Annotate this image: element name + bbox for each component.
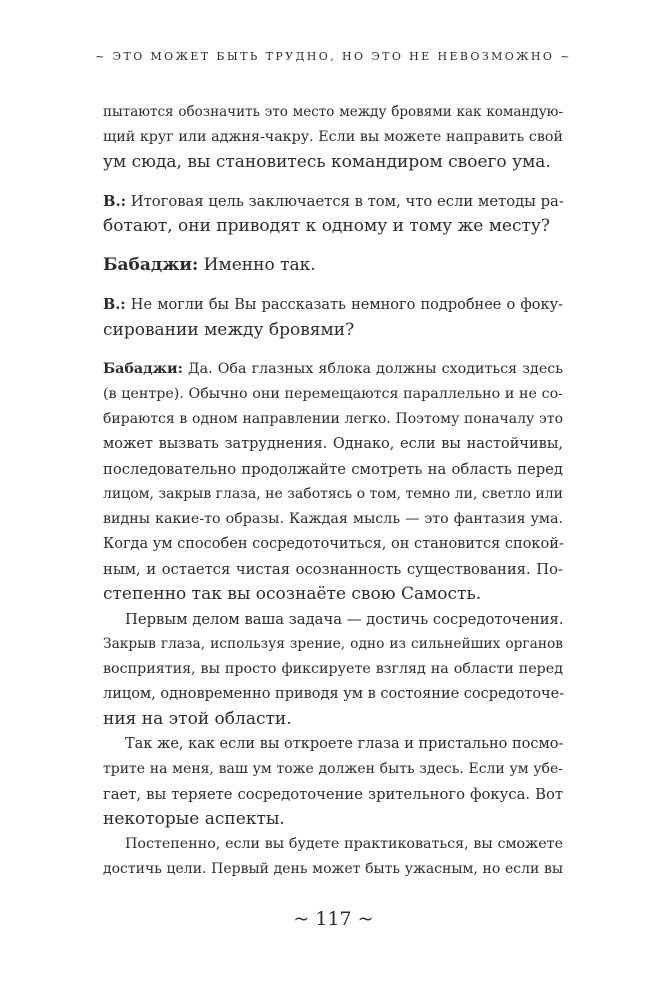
text-line: бираются в одном направлении легко. Поэтому поначалу это	[103, 411, 563, 427]
text-line: лицом, закрыв глаза, не заботясь о том, темно ли, светло или	[103, 486, 563, 502]
text-line: ным, и остается чистая осознанность существования. По-	[103, 561, 563, 578]
text-line: ботают, они приводят к одному и тому же месту?	[103, 216, 551, 236]
line-text: Не могли бы Вы рассказать немного подробнее о фоку-	[125, 297, 563, 313]
text-line: (в центре). Обычно они перемещаются параллельно и не со-	[103, 386, 563, 402]
text-line: лицом, одновременно приводя ум в состояние сосредоточе-	[103, 686, 565, 702]
text-line: восприятия, вы просто фиксируете взгляд на области перед	[103, 661, 563, 677]
line-text: Итоговая цель заключается в том, что если методы ра-	[126, 193, 564, 210]
line-text: Да. Оба глазных яблока должны сходиться здесь	[182, 361, 563, 377]
paragraph	[103, 100, 563, 175]
paragraph	[103, 732, 563, 832]
answer-paragraph	[103, 253, 563, 278]
text-line: Постепенно, если вы будете практиковаться, вы сможете	[125, 836, 563, 852]
running-header: ~ ЭТО МОЖЕТ БЫТЬ ТРУДНО, НО ЭТО НЕ НЕВОЗМОЖНО ~	[95, 50, 572, 63]
body-text	[103, 100, 563, 882]
text-line: ния на этой области.	[103, 709, 292, 729]
paragraph	[103, 832, 563, 882]
question-paragraph	[103, 189, 563, 239]
text-line: Первым делом ваша задача — достичь сосредоточения.	[125, 611, 564, 628]
text-line: видны какие-то образы. Каждая мысль — это фантазия ума.	[103, 511, 563, 527]
speaker-label: Бабаджи:	[103, 255, 199, 275]
text-line: достичь цели. Первый день может быть ужасным, но если вы	[103, 861, 563, 877]
text-line: гает, вы теряете сосредоточение зрительного фокуса. Вот	[103, 786, 563, 803]
text-line: сировании между бровями?	[103, 320, 355, 340]
text-line: ум сюда, вы становитесь командиром своего ума.	[103, 152, 551, 172]
speaker-label: Бабаджи:	[103, 361, 183, 377]
page-number: ~ 117 ~	[293, 908, 374, 930]
answer-paragraph	[103, 357, 563, 607]
text-line	[103, 292, 563, 318]
text-line: последовательно продолжайте смотреть на область перед	[103, 461, 563, 478]
speaker-label: В.:	[103, 193, 127, 210]
question-paragraph	[103, 292, 563, 343]
text-line: некоторые аспекты.	[103, 809, 285, 829]
text-line: щий круг или аджня-чакру. Если вы можете направить свой	[103, 129, 563, 145]
speaker-label: В.:	[103, 296, 126, 313]
text-line: Когда ум способен сосредоточиться, он становится спокой-	[103, 536, 564, 552]
text-line	[103, 189, 563, 214]
paragraph	[103, 607, 563, 732]
text-line: пытаются обозначить это место между бровями как командую-	[103, 104, 563, 120]
text-line: может вызвать затруднения. Однако, если вы настойчивы,	[103, 436, 563, 452]
line-text: Именно так.	[198, 255, 316, 275]
text-line: степенно так вы осознаёте свою Самость.	[103, 584, 482, 604]
text-line	[103, 253, 563, 278]
text-line: Закрыв глаза, используя зрение, одно из сильнейших органов	[103, 636, 563, 652]
text-line	[103, 357, 563, 382]
text-line: трите на меня, ваш ум тоже должен быть здесь. Если ум убе-	[103, 761, 563, 777]
text-line: Так же, как если вы откроете глаза и пристально посмо-	[125, 736, 564, 752]
